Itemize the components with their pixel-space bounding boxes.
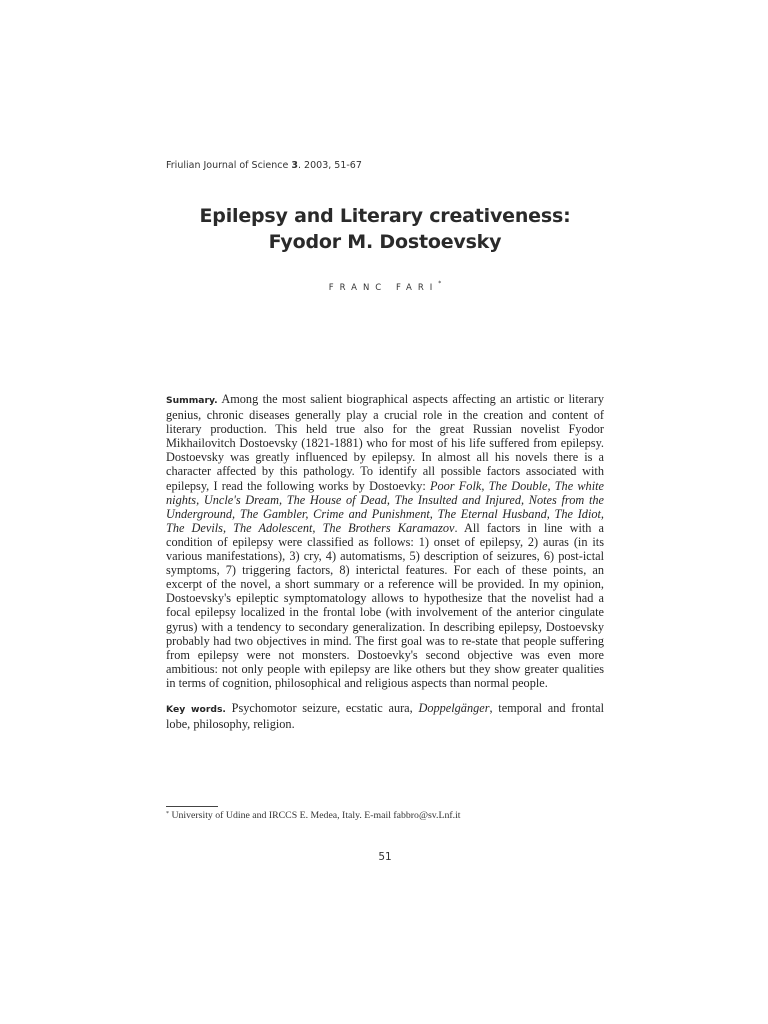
keywords-italic-term: Doppelgänger <box>418 701 490 715</box>
footnote-text: University of Udine and IRCCS E. Medea, Italy. E-mail fabbro@sv.Lnf.it <box>169 810 461 821</box>
keywords-paragraph <box>166 701 604 731</box>
footnote-marker: * <box>166 811 169 817</box>
title-line-1: Epilepsy and Literary creativeness: <box>199 205 571 227</box>
journal-year-pages: . 2003, 51-67 <box>298 160 362 171</box>
journal-volume: 3 <box>291 160 299 171</box>
title-line-2: Fyodor M. Dostoevsky <box>268 231 502 253</box>
journal-name: Friulian Journal of Science <box>166 160 289 171</box>
keywords-text-1: Psychomotor seizure, ecstatic aura, <box>225 701 419 715</box>
author-name: FRANC FARI <box>328 283 439 293</box>
summary-label: Summary. <box>166 395 218 406</box>
footnote-divider <box>166 806 218 807</box>
page-number: 51 <box>378 851 392 863</box>
summary-text-1: Among the most salient biographical aspects affecting an artistic or literary genius, chronic diseases generally play a crucial role in the creation and content of literary production. This held true also for the great Russian novelist Fyodor Mikhailovitch Dostoevsky (1821-1881) who for most of his life suffered from epilepsy. Dostoevsky was greatly influenced by epilepsy. In almost all his novels there is a character affected by this pathology. To identify all possible factors associated with epilepsy, I read the following works by Dostoevky: <box>166 392 604 493</box>
summary-text-2: . All factors in line with a condition of epilepsy were classified as follows: 1) onset of epilepsy, 2) auras (in its various manifestations), 3) cry, 4) automatisms, 5) description of seizures, 6) post-ictal symptoms, 7) triggering factors, 8) interictal features. For each of these points, an excerpt of the novel, a short summary or a reference will be provided. In my opinion, Dostoevsky's epileptic symptomatology allows to hypothesize that the novelist had a focal epilepsy localized in the frontal lobe (with involvement of the anterior cingulate gyrus) with a tendency to secondary generalization. In describing epilepsy, Dostoevsky probably had two objectives in mind. The first goal was to re-state that people suffering from epilepsy were not monsters. Dostoevky's second objective was even more ambitious: not only people with epilepsy are like others but they show greater qualities in terms of cognition, philosophical and religious aspects than normal people. <box>166 520 604 690</box>
keywords-text-2: , temporal and frontal lobe, philosophy, religion. <box>166 701 604 732</box>
journal-citation <box>166 160 362 171</box>
author-line <box>166 280 604 293</box>
affiliation-footnote <box>166 810 461 821</box>
summary-works-list: Poor Folk, The Double, The white nights, Uncle's Dream, The House of Dead, The Insulted and Injured, Notes from the Underground, The Gambler, Crime and Punishment, The Eternal Husband, The Idiot, The Devils, The Adolescent, The Brothers Karamazov <box>166 478 604 535</box>
keywords-label: Key words. <box>166 704 226 715</box>
article-title <box>166 203 604 255</box>
summary-paragraph <box>166 392 604 690</box>
author-footnote-marker: * <box>438 280 442 287</box>
